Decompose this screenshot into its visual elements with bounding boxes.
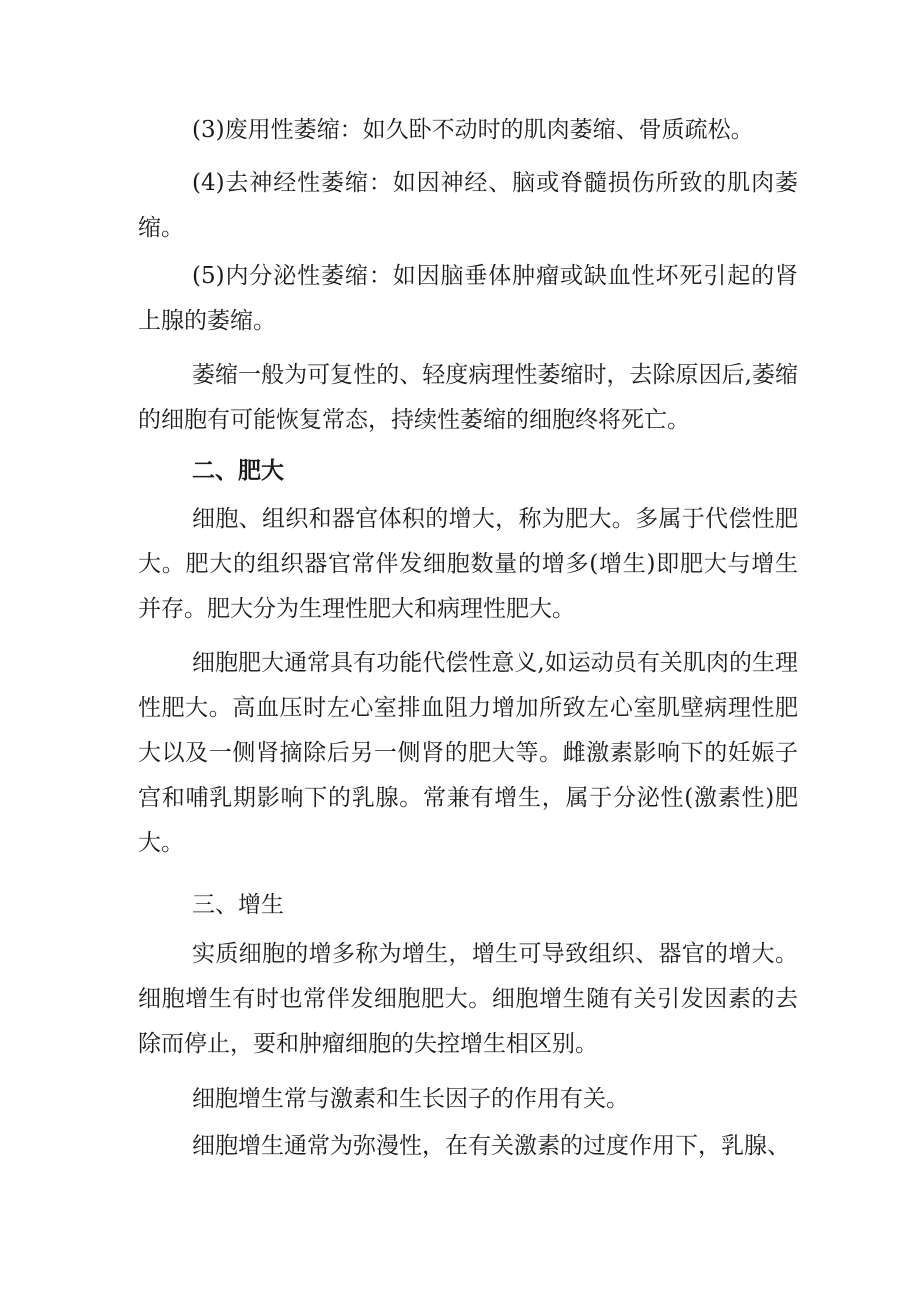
paragraph-hypertrophy-definition: 细胞、组织和器官体积的增大，称为肥大。多属于代偿性肥大。肥大的组织器官常伴发细胞数量的增多(增生)即肥大与增生并存。肥大分为生理性肥大和病理性肥大。 xyxy=(138,506,798,622)
paragraph-hyperplasia-hormones: 细胞增生常与激素和生长因子的作用有关。 xyxy=(192,1086,629,1112)
paragraph-atrophy-reversibility: 萎缩一般为可复性的、轻度病理性萎缩时，去除原因后,萎缩的细胞有可能恢复常态，持续性萎缩的细胞终将死亡。 xyxy=(138,362,798,433)
paragraph-disuse-atrophy: (3)废用性萎缩：如久卧不动时的肌肉萎缩、骨质疏松。 xyxy=(192,117,754,143)
paragraph-hyperplasia-definition: 实质细胞的增多称为增生，增生可导致组织、器官的增大。细胞增生有时也常伴发细胞肥大。细胞增生随有关引发因素的去除而停止，要和肿瘤细胞的失控增生相区别。 xyxy=(138,941,798,1057)
section-heading-hyperplasia: 三、增生 xyxy=(192,892,284,918)
section-heading-hypertrophy: 二、肥大 xyxy=(192,457,284,484)
paragraph-denervation-atrophy: (4)去神经性萎缩：如因神经、脑或脊髓损伤所致的肌肉萎缩。 xyxy=(138,170,798,241)
paragraph-hyperplasia-diffuse: 细胞增生通常为弥漫性，在有关激素的过度作用下，乳腺、 xyxy=(192,1133,790,1159)
paragraph-hypertrophy-significance: 细胞肥大通常具有功能代偿性意义,如运动员有关肌肉的生理性肥大。高血压时左心室排血阻力增加所致左心室肌壁病理性肥大以及一侧肾摘除后另一侧肾的肥大等。雌激素影响下的妊娠子宫和哺乳期影响下的乳腺。常兼有增生，属于分泌性(激素性)肥大。 xyxy=(138,650,798,856)
paragraph-endocrine-atrophy: (5)内分泌性萎缩：如因脑垂体肿瘤或缺血性坏死引起的肾上腺的萎缩。 xyxy=(138,263,798,334)
